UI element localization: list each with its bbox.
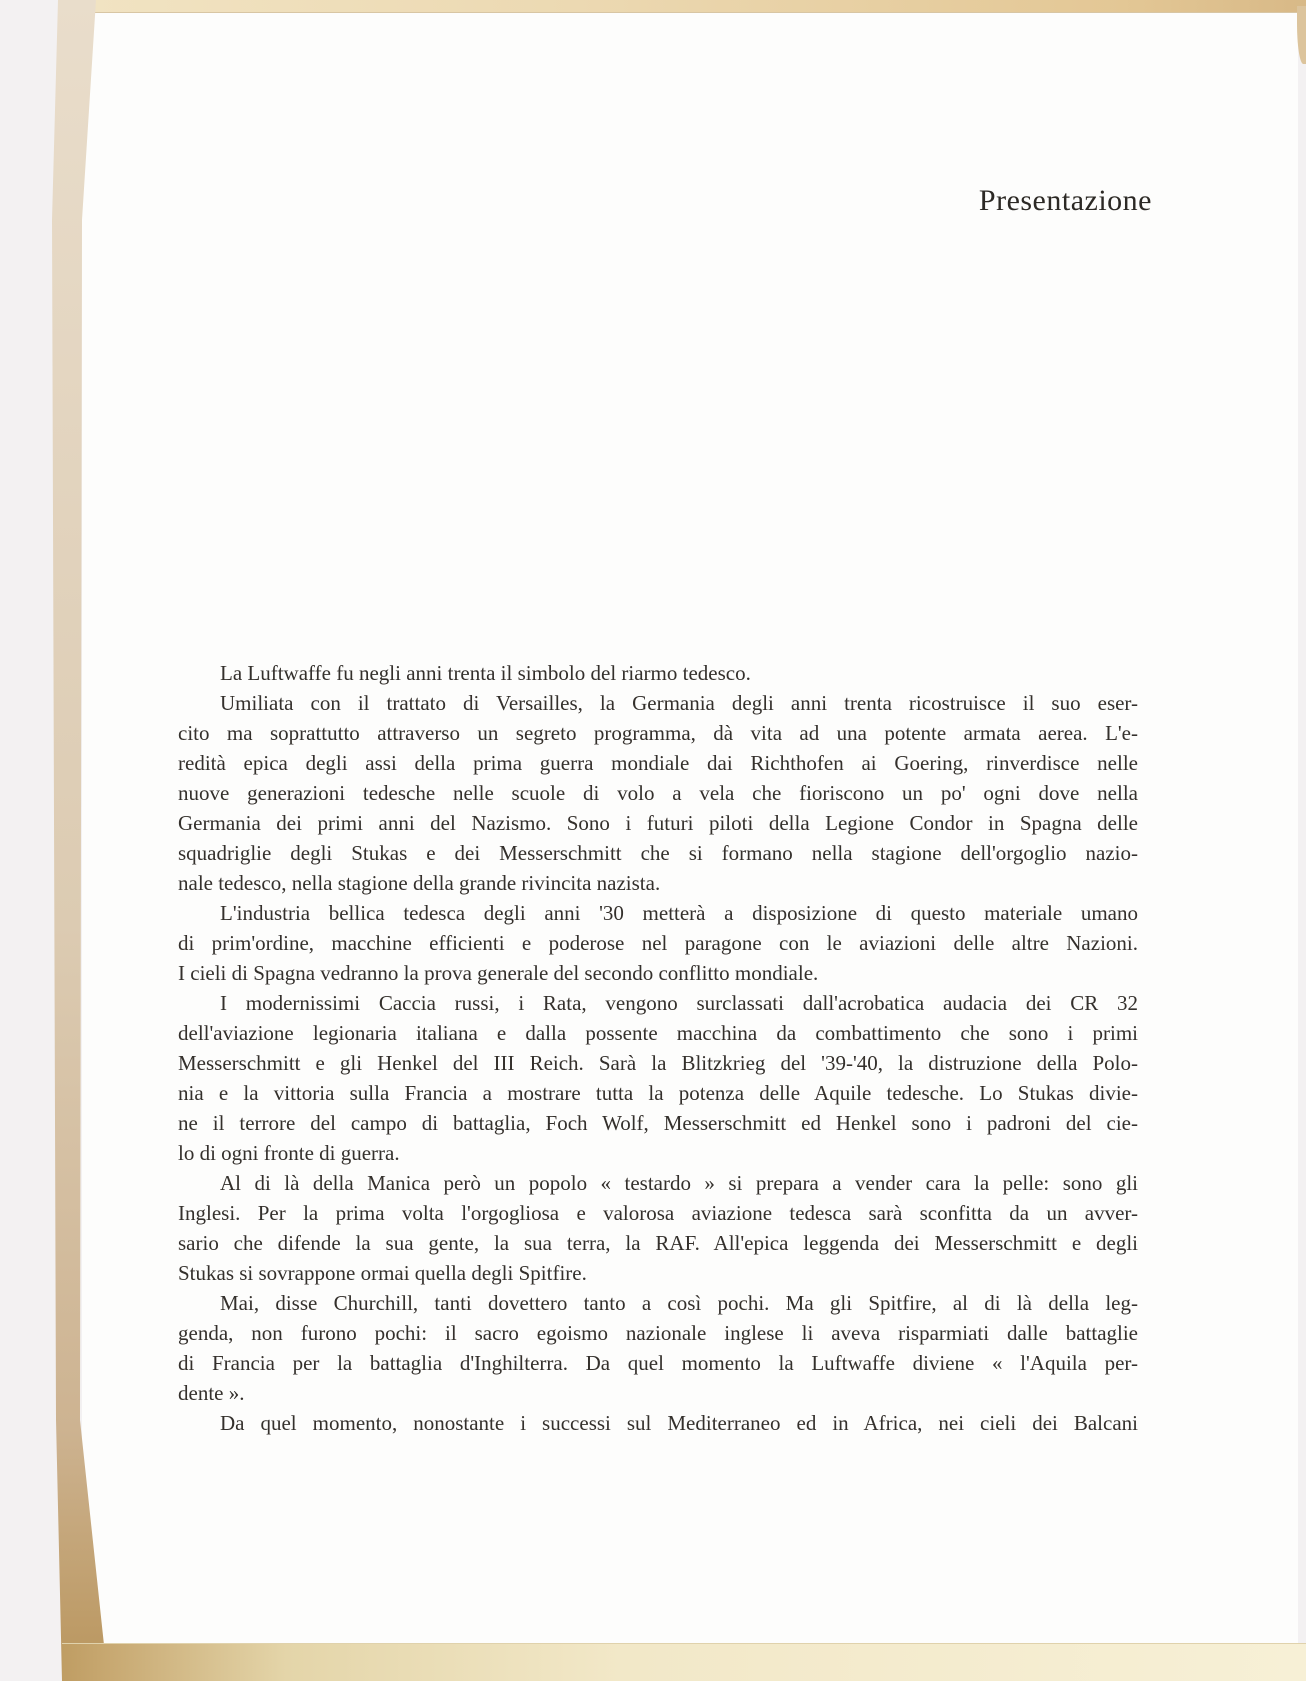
text-line: sario che difende la sua gente, la sua terra, la RAF. All'epica leggenda dei Messerschmitt e degli [178, 1231, 1138, 1255]
text-line: Stukas si sovrappone ormai quella degli Spitfire. [178, 1261, 587, 1285]
page-title: Presentazione [978, 184, 1152, 217]
text-line: dell'aviazione legionaria italiana e dalla possente macchina da combattimento che sono i primi [178, 1021, 1138, 1045]
text-line: squadriglie degli Stukas e dei Messerschmitt che si formano nella stagione dell'orgoglio nazio- [178, 841, 1138, 865]
text-line: Mai, disse Churchill, tanti dovettero tanto a così pochi. Ma gli Spitfire, al di là della leg- [220, 1291, 1138, 1315]
text-line: di prim'ordine, macchine efficienti e poderose nel paragone con le aviazioni delle altre Nazioni. [178, 931, 1138, 955]
page-edge-top [90, 0, 1306, 13]
text-line: I cieli di Spagna vedranno la prova generale del secondo conflitto mondiale. [178, 961, 819, 985]
text-line: I modernissimi Caccia russi, i Rata, vengono surclassati dall'acrobatica audacia dei CR 32 [220, 991, 1138, 1015]
text-line: nuove generazioni tedesche nelle scuole di volo a vela che fioriscono un po' ogni dove nella [178, 781, 1138, 805]
text-line: La Luftwaffe fu negli anni trenta il simbolo del riarmo tedesco. [220, 661, 751, 685]
body-text [178, 658, 1138, 1438]
text-line: Da quel momento, nonostante i successi sul Mediterraneo ed in Africa, nei cieli dei Balcani [220, 1411, 1138, 1435]
text-line: nale tedesco, nella stagione della grande rivincita nazista. [178, 871, 661, 895]
text-line: genda, non furono pochi: il sacro egoismo nazionale inglese li aveva risparmiati dalle battaglie [178, 1321, 1138, 1345]
text-line: di Francia per la battaglia d'Inghilterra. Da quel momento la Luftwaffe diviene « l'Aquila per- [178, 1351, 1138, 1375]
text-line: lo di ogni fronte di guerra. [178, 1141, 400, 1165]
text-line: Al di là della Manica però un popolo « testardo » si prepara a vender cara la pelle: sono gli [220, 1171, 1138, 1195]
text-line: cito ma soprattutto attraverso un segreto programma, dà vita ad una potente armata aerea. L'e- [178, 721, 1138, 745]
page-edge-right [1297, 6, 1306, 64]
text-line: L'industria bellica tedesca degli anni '30 metterà a disposizione di questo materiale umano [220, 901, 1138, 925]
text-line: nia e la vittoria sulla Francia a mostrare tutta la potenza delle Aquile tedesche. Lo Stukas divie- [178, 1081, 1138, 1105]
page-edge-bottom [62, 1643, 1306, 1681]
text-line: Messerschmitt e gli Henkel del III Reich. Sarà la Blitzkrieg del '39-'40, la distruzione della Polo- [178, 1051, 1138, 1075]
text-line: Umiliata con il trattato di Versailles, la Germania degli anni trenta ricostruisce il suo eser- [220, 691, 1138, 715]
text-line: Germania dei primi anni del Nazismo. Sono i futuri piloti della Legione Condor in Spagna delle [178, 811, 1138, 835]
text-line: ne il terrore del campo di battaglia, Foch Wolf, Messerschmitt ed Henkel sono i padroni del cie- [178, 1111, 1138, 1135]
text-line: dente ». [178, 1381, 245, 1405]
text-line: redità epica degli assi della prima guerra mondiale dai Richthofen ai Goering, rinverdisce nelle [178, 751, 1138, 775]
text-line: Inglesi. Per la prima volta l'orgogliosa e valorosa aviazione tedesca sarà sconfitta da un avver- [178, 1201, 1138, 1225]
